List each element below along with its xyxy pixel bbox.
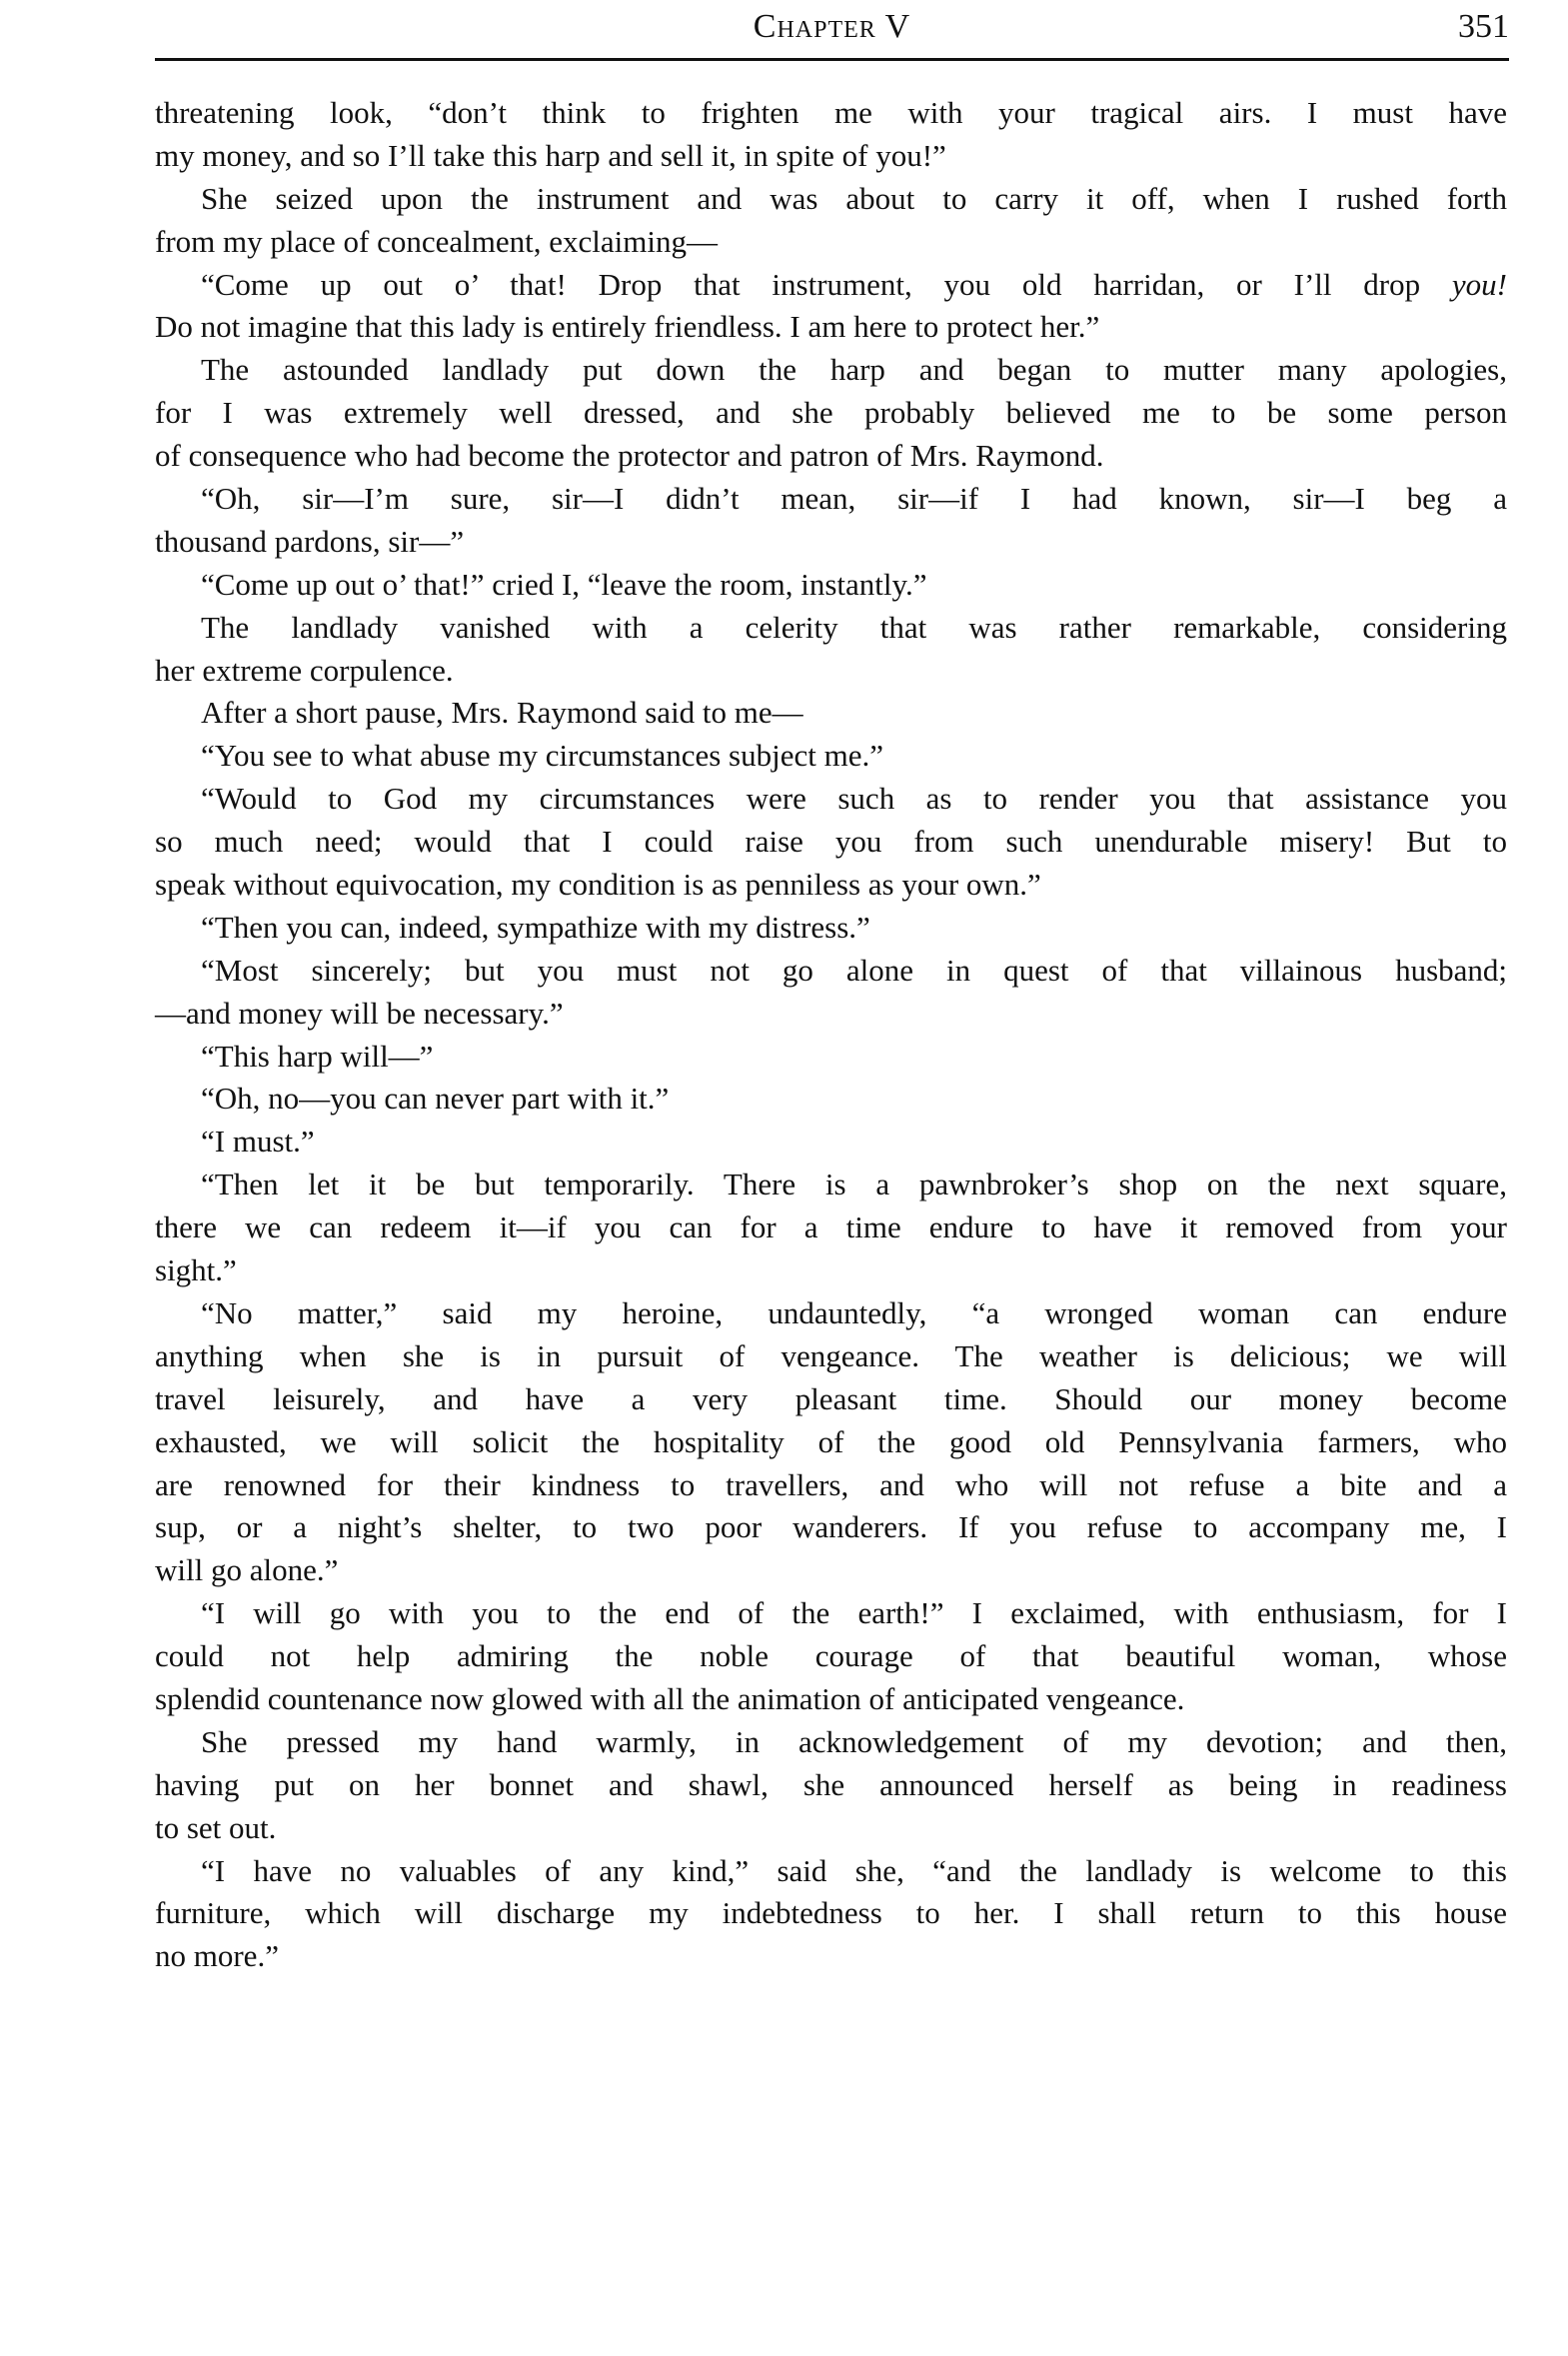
text-line: splendid countenance now glowed with all the animation of anticipated vengeance. — [155, 1680, 1185, 1716]
text-line: of consequence who had become the protector and patron of Mrs. Raymond. — [155, 438, 1104, 474]
text-line: so much need; would that I could raise you from such unendurable misery! But to — [155, 824, 1507, 860]
paragraph — [155, 1078, 1507, 1121]
text-line: sight.” — [155, 1252, 237, 1288]
text-line: After a short pause, Mrs. Raymond said to me— — [201, 695, 803, 731]
text-line: speak without equivocation, my condition is as penniless as your own.” — [155, 867, 1041, 903]
text-line: will go alone.” — [155, 1552, 339, 1588]
paragraph — [155, 1850, 1507, 1979]
paragraph — [155, 778, 1507, 907]
paragraph — [155, 1721, 1507, 1850]
text-line: “Then let it be but temporarily. There is a pawnbroker’s shop on the next square, — [201, 1167, 1507, 1202]
paragraph — [155, 1164, 1507, 1292]
text-line: from my place of concealment, exclaiming— — [155, 223, 718, 259]
text-line: “This harp will—” — [201, 1038, 434, 1074]
paragraph — [155, 1592, 1507, 1721]
text-line: are renowned for their kindness to travellers, and who will not refuse a bite and a — [155, 1466, 1507, 1502]
chapter-title: Chapter V — [753, 8, 911, 45]
paragraph — [155, 907, 1507, 950]
text-line: sup, or a night’s shelter, to two poor wanderers. If you refuse to accompany me, I — [155, 1509, 1507, 1545]
text-line: threatening look, “don’t think to frighten me with your tragical airs. I must have — [155, 95, 1507, 130]
paragraph — [155, 564, 1507, 607]
paragraph — [155, 692, 1507, 735]
text-line: Do not imagine that this lady is entirely friendless. I am here to protect her.” — [155, 309, 1100, 345]
text-line: “I will go with you to the end of the earth!” I exclaimed, with enthusiasm, for I — [201, 1595, 1507, 1631]
paragraph — [155, 735, 1507, 778]
header-rule — [155, 58, 1509, 61]
text-line: —and money will be necessary.” — [155, 995, 564, 1031]
text-line: having put on her bonnet and shawl, she announced herself as being in readiness — [155, 1766, 1507, 1802]
text-line: to set out. — [155, 1809, 277, 1845]
text-line: could not help admiring the noble courage of that beautiful woman, whose — [155, 1638, 1507, 1674]
text-line: “You see to what abuse my circumstances subject me.” — [201, 738, 883, 774]
text-line: She pressed my hand warmly, in acknowledgement of my devotion; and then, — [201, 1723, 1507, 1759]
text-line: “Oh, no—you can never part with it.” — [201, 1081, 670, 1117]
text-line: “Most sincerely; but you must not go alone in quest of that villainous husband; — [201, 952, 1507, 988]
paragraph — [155, 1121, 1507, 1164]
paragraph — [155, 607, 1507, 693]
text-line: for I was extremely well dressed, and she probably believed me to be some person — [155, 395, 1507, 431]
text-line: no more.” — [155, 1938, 279, 1974]
text-line: exhausted, we will solicit the hospitality of the good old Pennsylvania farmers, who — [155, 1423, 1507, 1459]
paragraph — [155, 92, 1507, 178]
text-line: The astounded landlady put down the harp and began to mutter many apologies, — [201, 352, 1507, 388]
text-line: anything when she is in pursuit of vengeance. The weather is delicious; we will — [155, 1337, 1507, 1373]
text-line: “I must.” — [201, 1124, 315, 1160]
page-number: 351 — [1458, 8, 1509, 45]
paragraph — [155, 1292, 1507, 1592]
text-line: my money, and so I’ll take this harp and sell it, in spite of you!” — [155, 137, 946, 173]
text-line: “Would to God my circumstances were such as to render you that assistance you — [201, 781, 1507, 817]
text-line: “Oh, sir—I’m sure, sir—I didn’t mean, sir—if I had known, sir—I beg a — [201, 481, 1507, 517]
text-segment: “Come up out o’ that! Drop that instrument, you old harridan, or I’ll drop — [201, 266, 1452, 302]
text-line: “Come up out o’ that!” cried I, “leave the room, instantly.” — [201, 566, 927, 602]
text-line: The landlady vanished with a celerity that was rather remarkable, considering — [201, 609, 1507, 645]
paragraph — [155, 478, 1507, 564]
text-line: “I have no valuables of any kind,” said she, “and the landlady is welcome to this — [201, 1852, 1507, 1888]
italic-emphasis: you! — [1451, 266, 1507, 302]
text-line: She seized upon the instrument and was about to carry it off, when I rushed forth — [201, 180, 1507, 216]
text-line: there we can redeem it—if you can for a time endure to have it removed from your — [155, 1209, 1507, 1245]
paragraph — [155, 264, 1507, 350]
running-header — [155, 4, 1509, 56]
text-line: “No matter,” said my heroine, undauntedly, “a wronged woman can endure — [201, 1294, 1507, 1330]
text-line: travel leisurely, and have a very pleasant time. Should our money become — [155, 1380, 1507, 1416]
text-line — [155, 264, 1507, 307]
text-line: “Then you can, indeed, sympathize with my distress.” — [201, 909, 870, 945]
paragraph — [155, 950, 1507, 1036]
text-line: her extreme corpulence. — [155, 652, 454, 688]
page-body — [155, 92, 1507, 1978]
paragraph — [155, 1036, 1507, 1079]
paragraph — [155, 178, 1507, 264]
paragraph — [155, 349, 1507, 478]
text-line: furniture, which will discharge my indebtedness to her. I shall return to this house — [155, 1895, 1507, 1931]
text-line: thousand pardons, sir—” — [155, 523, 465, 559]
